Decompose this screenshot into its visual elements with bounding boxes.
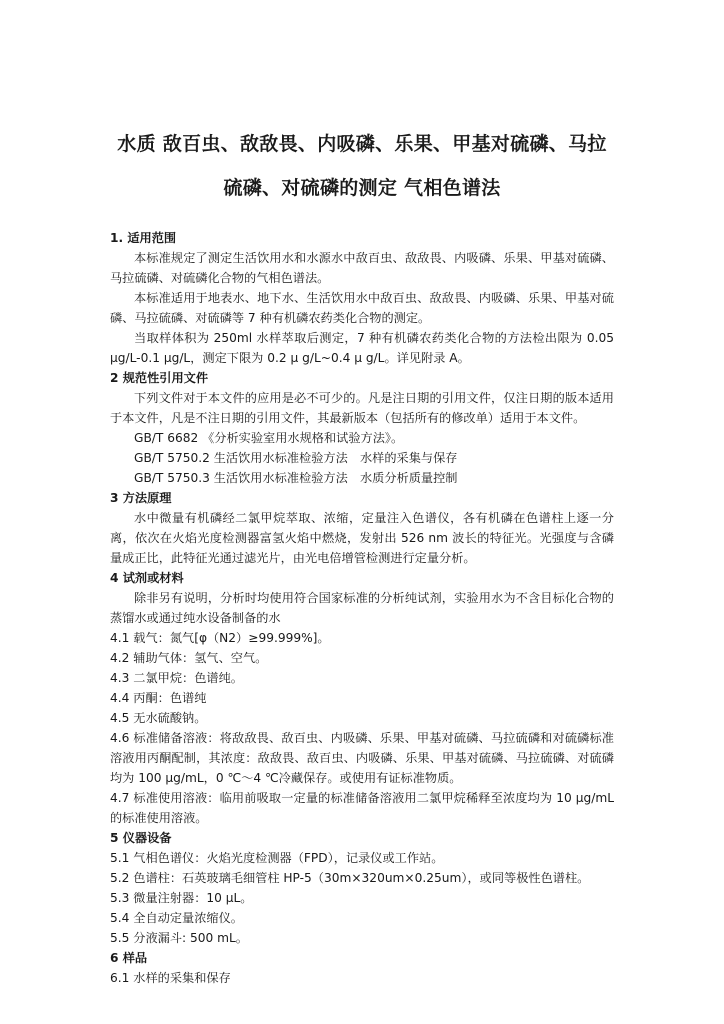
section-heading-scope: 1. 适用范围: [110, 231, 177, 245]
list-item: 4.1 载气：氮气[φ（N2）≥99.999%]。: [110, 631, 330, 645]
list-item: 4.2 辅助气体：氢气、空气。: [110, 651, 268, 665]
section-heading-equipment: 5 仪器设备: [110, 831, 172, 845]
document-title-line-1: 水质 敌百虫、敌敌畏、内吸磷、乐果、甲基对硫磷、马拉: [117, 133, 607, 155]
list-item: 4.6 标准储备溶液：将敌敌畏、敌百虫、内吸磷、乐果、甲基对硫磷、马拉硫磷和对硫磷标准溶液用丙酮配制，其浓度：敌敌畏、敌百虫、内吸磷、乐果、甲基对硫磷、马拉硫磷、对硫磷均为 100 μg/mL，0 ℃～4 ℃冷藏保存。或使用有证标准物质。: [110, 731, 614, 785]
list-item: 4.3 二氯甲烷：色谱纯。: [110, 671, 243, 685]
document-title-line-2: 硫磷、对硫磷的测定 气相色谱法: [223, 177, 501, 199]
paragraph: 本标准规定了测定生活饮用水和水源水中敌百虫、敌敌畏、内吸磷、乐果、甲基对硫磷、马拉硫磷、对硫磷化合物的气相色谱法。: [110, 251, 614, 285]
reference-item: GB/T 6682 《分析实验室用水规格和试验方法》。: [134, 431, 404, 445]
list-item: 5.2 色谱柱：石英玻璃毛细管柱 HP-5（30m×320um×0.25um），或同等极性色谱柱。: [110, 871, 590, 885]
list-item: 5.1 气相色谱仪：火焰光度检测器（FPD），记录仪或工作站。: [110, 851, 444, 865]
section-heading-principle: 3 方法原理: [110, 491, 172, 505]
section-heading-samples: 6 样品: [110, 951, 148, 965]
section-heading-reagents: 4 试剂或材料: [110, 571, 184, 585]
paragraph: 下列文件对于本文件的应用是必不可少的。凡是注日期的引用文件，仅注日期的版本适用于本文件，凡是不注日期的引用文件，其最新版本（包括所有的修改单）适用于本文件。: [110, 391, 614, 425]
list-item: 5.4 全自动定量浓缩仪。: [110, 911, 243, 925]
paragraph: 水中微量有机磷经二氯甲烷萃取、浓缩，定量注入色谱仪，各有机磷在色谱柱上逐一分离，依次在火焰光度检测器富氢火焰中燃烧，发射出 526 nm 波长的特征光。光强度与含磷量成正比，此特征光通过滤光片，由光电倍增管检测进行定量分析。: [110, 511, 614, 565]
paragraph: 当取样体积为 250ml 水样萃取后测定，7 种有机磷农药类化合物的方法检出限为 0.05 μg/L-0.1 μg/L，测定下限为 0.2 μ g/L~0.4 μ g/L。详见附录 A。: [110, 331, 614, 365]
paragraph: 本标准适用于地表水、地下水、生活饮用水中敌百虫、敌敌畏、内吸磷、乐果、甲基对硫磷、马拉硫磷、对硫磷等 7 种有机磷农药类化合物的测定。: [110, 291, 614, 325]
list-item: 5.5 分液漏斗: 500 mL。: [110, 931, 248, 945]
list-item: 5.3 微量注射器：10 μL。: [110, 891, 253, 905]
document-body: [110, 228, 614, 988]
paragraph: 除非另有说明，分析时均使用符合国家标准的分析纯试剂，实验用水为不含目标化合物的蒸馏水或通过纯水设备制备的水: [110, 591, 614, 625]
list-item: 4.4 丙酮：色谱纯: [110, 691, 207, 705]
reference-item: GB/T 5750.3 生活饮用水标准检验方法 水质分析质量控制: [134, 471, 458, 485]
list-item: 4.7 标准使用溶液：临用前吸取一定量的标准储备溶液用二氯甲烷稀释至浓度均为 10 μg/mL 的标准使用溶液。: [110, 791, 614, 825]
section-heading-references: 2 规范性引用文件: [110, 371, 209, 385]
list-item: 4.5 无水硫酸钠。: [110, 711, 207, 725]
list-item: 6.1 水样的采集和保存: [110, 971, 231, 985]
reference-item: GB/T 5750.2 生活饮用水标准检验方法 水样的采集与保存: [134, 451, 458, 465]
